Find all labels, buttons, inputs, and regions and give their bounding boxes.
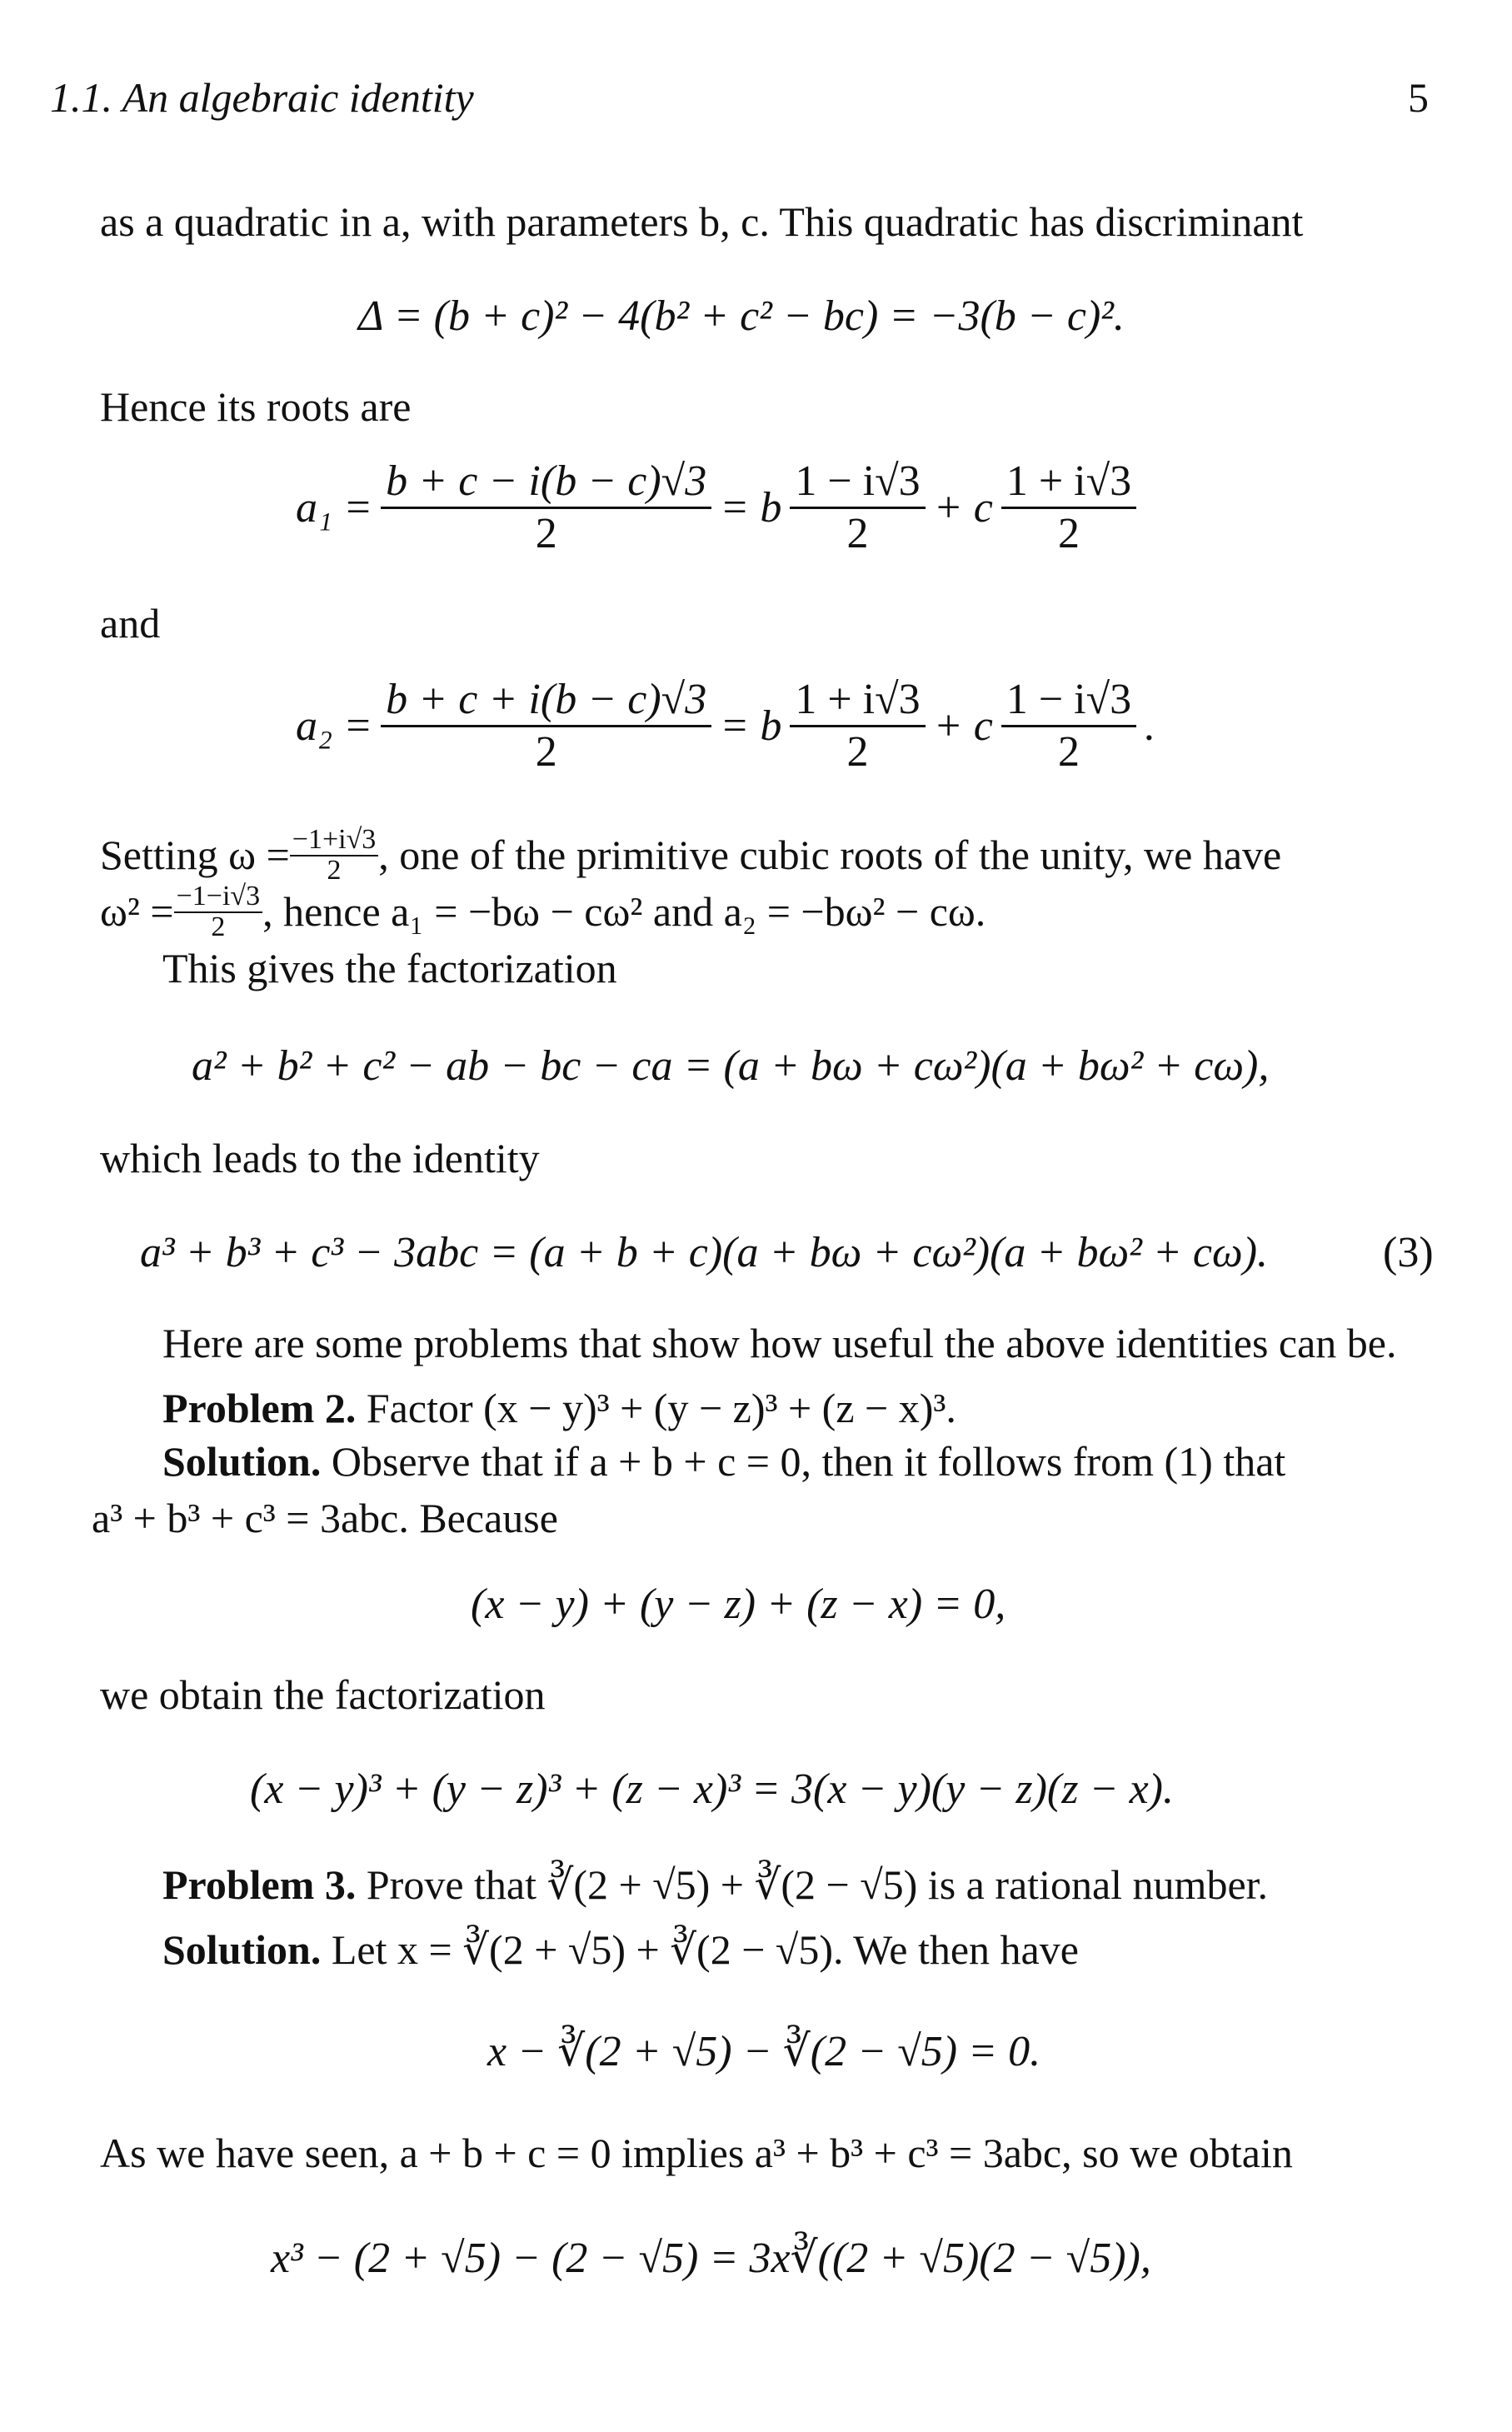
a2-b-denominator: 2 <box>846 728 869 776</box>
omega2-intro: ω² = <box>100 888 174 935</box>
equation-sum-zero: (x − y) + (y − z) + (z − x) = 0, <box>471 1581 1006 1628</box>
omega2-fraction <box>174 881 262 941</box>
a1-mid: = b <box>720 484 782 532</box>
page-number: 5 <box>1408 74 1429 121</box>
a2-fraction-main <box>381 675 711 777</box>
a2-end: . <box>1145 702 1156 750</box>
a1-fraction-c <box>1001 457 1136 559</box>
running-header: 1.1. An algebraic identity <box>50 74 474 121</box>
omega2-rest: , hence a₁ = −bω − cω² and a₂ = −bω² − cω. <box>262 888 986 935</box>
a2-c-denominator: 2 <box>1057 728 1080 776</box>
a2-b-numerator: 1 + i√3 <box>790 675 925 727</box>
paragraph-obtain: we obtain the factorization <box>100 1671 546 1718</box>
equation-x-zero: x − ∛(2 + √5) − ∛(2 − √5) = 0. <box>487 2028 1041 2075</box>
a1-b-denominator: 2 <box>846 510 869 557</box>
paragraph-as-we-have-seen: As we have seen, a + b + c = 0 implies a³ + b³ + c³ = 3abc, so we obtain <box>100 2130 1293 2176</box>
equation-cube-factor: (x − y)³ + (y − z)³ + (z − x)³ = 3(x − y)(y − z)(z − x). <box>250 1765 1174 1813</box>
solution-3-label: Solution. <box>162 1926 322 1973</box>
solution-2-continued: a³ + b³ + c³ = 3abc. Because <box>92 1495 558 1541</box>
a2-fraction-b <box>790 675 925 777</box>
equation-a2 <box>296 675 1155 777</box>
a1-plus: + c <box>933 484 993 532</box>
equation-identity: a³ + b³ + c³ − 3abc = (a + b + c)(a + bω + cω²)(a + bω² + cω). <box>140 1229 1269 1276</box>
problem-2 <box>162 1383 956 1433</box>
problem-3-label: Problem 3. <box>162 1861 357 1908</box>
paragraph-factorization: This gives the factorization <box>162 945 617 991</box>
a2-mid: = b <box>720 702 782 750</box>
equation-number: (3) <box>1383 1229 1434 1276</box>
a2-fraction-c <box>1001 675 1136 777</box>
solution-3 <box>162 1925 1079 1975</box>
problem-2-text: Factor (x − y)³ + (y − z)³ + (z − x)³. <box>356 1385 956 1431</box>
solution-2 <box>162 1436 1285 1486</box>
a1-c-numerator: 1 + i√3 <box>1001 457 1136 509</box>
omega-numerator: −1+i√3 <box>290 825 378 856</box>
paragraph-problems-intro: Here are some problems that show how useful the above identities can be. <box>162 1320 1397 1366</box>
equation-factorization: a² + b² + c² − ab − bc − ca = (a + bω + cω²)(a + bω² + cω), <box>192 1042 1270 1090</box>
omega2-denominator: 2 <box>211 911 226 942</box>
solution-2-label: Solution. <box>162 1438 322 1485</box>
paragraph-roots: Hence its roots are <box>100 383 412 430</box>
omega-rest: , one of the primitive cubic roots of the unity, we have <box>378 831 1282 878</box>
a2-denominator: 2 <box>535 728 557 776</box>
equation-a1 <box>296 457 1136 559</box>
a1-denominator: 2 <box>535 510 557 557</box>
a1-c-denominator: 2 <box>1057 510 1080 557</box>
omega-denominator: 2 <box>327 855 342 886</box>
paragraph-identity: which leads to the identity <box>100 1135 540 1181</box>
paragraph-and: and <box>100 600 161 647</box>
paragraph-omega-squared <box>100 881 986 941</box>
paragraph-setting-omega <box>100 825 1281 885</box>
omega-fraction <box>290 825 378 885</box>
a2-c-numerator: 1 − i√3 <box>1001 675 1136 727</box>
a1-fraction-main <box>381 457 711 559</box>
problem-3-text: Prove that ∛(2 + √5) + ∛(2 − √5) is a rational number. <box>356 1861 1269 1908</box>
a2-lhs: a₂ = <box>296 702 373 750</box>
equation-discriminant: Δ = (b + c)² − 4(b² + c² − bc) = −3(b − c)². <box>358 292 1125 340</box>
problem-2-label: Problem 2. <box>162 1385 357 1431</box>
solution-2-text: Observe that if a + b + c = 0, then it follows from (1) that <box>321 1438 1286 1485</box>
a1-fraction-b <box>790 457 925 559</box>
a1-lhs: a₁ = <box>296 484 373 532</box>
equation-x-cubed: x³ − (2 + √5) − (2 − √5) = 3x∛((2 + √5)(2 − √5)), <box>271 2235 1151 2282</box>
solution-3-text: Let x = ∛(2 + √5) + ∛(2 − √5). We then have <box>321 1926 1079 1973</box>
paragraph-quadratic: as a quadratic in a, with parameters b, c. This quadratic has discriminant <box>100 198 1304 245</box>
a2-plus: + c <box>933 702 993 750</box>
a2-numerator: b + c + i(b − c)√3 <box>381 675 711 727</box>
omega-intro: Setting ω = <box>100 831 290 878</box>
omega2-numerator: −1−i√3 <box>174 881 262 913</box>
a1-b-numerator: 1 − i√3 <box>790 457 925 509</box>
a1-numerator: b + c − i(b − c)√3 <box>381 457 711 509</box>
problem-3 <box>162 1860 1268 1910</box>
